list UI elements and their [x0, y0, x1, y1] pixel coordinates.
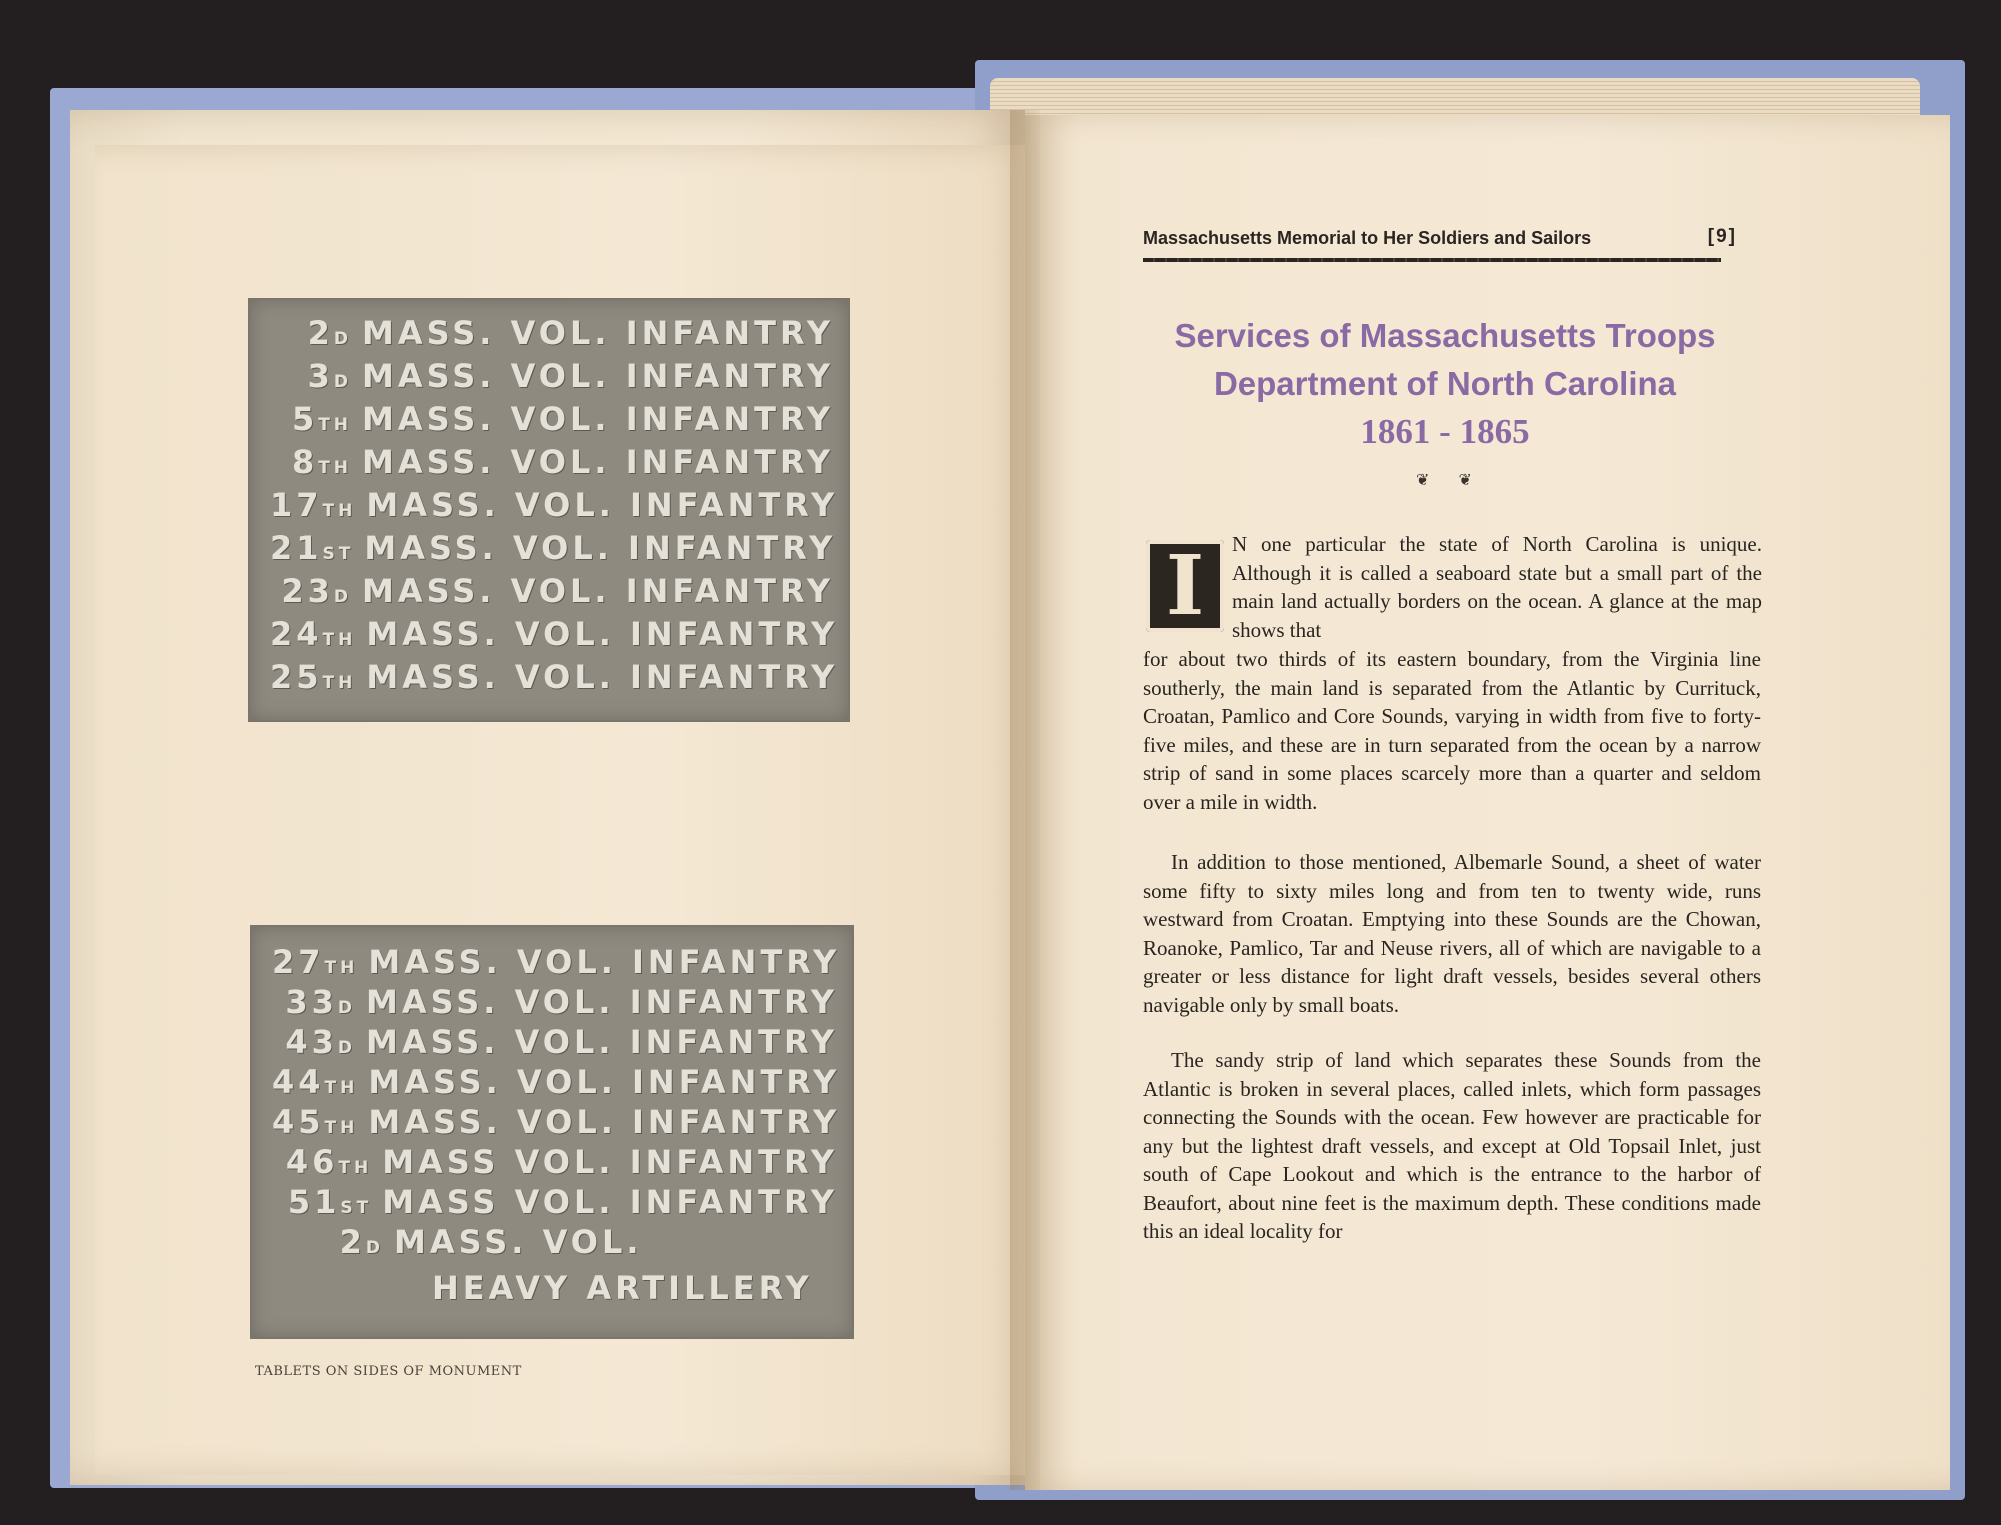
book-gutter	[1010, 110, 1040, 1490]
regiment-name: MASS. VOL. INFANTRY	[362, 572, 834, 610]
regiment-number: 2D	[307, 314, 353, 352]
tablet-photo-top	[248, 298, 850, 722]
tablet-row	[270, 527, 837, 569]
tablet-row	[270, 398, 834, 440]
regiment-name: MASS. VOL. INFANTRY	[366, 983, 838, 1021]
regiment-number: 2D	[339, 1223, 384, 1261]
ornament-icon: ❦ ❦	[1416, 470, 1484, 489]
regiment-number: 46TH	[285, 1143, 373, 1181]
regiment-name: MASS. VOL. INFANTRY	[362, 357, 834, 395]
regiment-name: HEAVY ARTILLERY	[432, 1269, 813, 1307]
paragraph-text: In addition to those mentioned, Albemarle Sound, a sheet of water some fifty to sixty miles long and from ten to twenty wide, runs westward from Croatan. Emptying into these Sounds are the Chowan, Roanoke, Pamlico, Tar and Neuse rivers, all of which are navigable to a greater or less distance for light draft vessels, besides several others navigable only by small boats.	[1143, 850, 1761, 1017]
tablet-row	[272, 1021, 838, 1063]
regiment-number: 3D	[307, 357, 353, 395]
regiment-name: MASS. VOL. INFANTRY	[364, 529, 837, 567]
figure-caption: TABLETS ON SIDES OF MONUMENT	[255, 1364, 522, 1379]
tablet-row	[272, 1221, 838, 1263]
running-head	[1143, 226, 1755, 256]
regiment-number: 51ST	[287, 1183, 373, 1221]
regiment-name: MASS. VOL. INFANTRY	[366, 1023, 838, 1061]
regiment-name: MASS VOL. INFANTRY	[382, 1143, 838, 1181]
regiment-number: 23D	[281, 572, 353, 610]
regiment-name: MASS. VOL. INFANTRY	[368, 1103, 841, 1141]
regiment-number: 24TH	[270, 615, 357, 653]
regiment-name: MASS. VOL.	[394, 1223, 643, 1261]
tablet-row	[272, 941, 841, 983]
regiment-name: MASS VOL. INFANTRY	[382, 1183, 838, 1221]
tablet-row	[270, 441, 834, 483]
regiment-number: 21ST	[270, 529, 355, 567]
regiment-number: 45TH	[272, 1103, 359, 1141]
paragraph-text: The sandy strip of land which separates these Sounds from the Atlantic is broken in several places, called inlets, which form passages connecting the Sounds with the ocean. Few however are practicable for any but the lightest draft vessels, and except at Old Topsail Inlet, just south of Cape Lookout and which is the entrance to the harbor of Beaufort, about nine feet is the maximum depth. These conditions made this an ideal locality for	[1143, 1048, 1761, 1243]
tablet-row	[272, 1181, 838, 1223]
regiment-name: MASS. VOL. INFANTRY	[362, 400, 834, 438]
drop-cap: I	[1146, 540, 1224, 632]
paragraph-text: N one particular the state of North Carolina is unique. Although it is called a seaboard state but a small part of the main land actually borders on the ocean. A glance at the map shows that	[1232, 532, 1762, 642]
heading-line: Services of Massachusetts Troops	[1174, 317, 1716, 354]
paragraph-1-rest	[1143, 645, 1761, 816]
paragraph-3	[1143, 1046, 1761, 1246]
regiment-number: 5TH	[291, 400, 353, 438]
tablet-row	[270, 355, 834, 397]
chapter-heading	[1130, 312, 1760, 456]
running-head-title: Massachusetts Memorial to Her Soldiers and Sailors	[1143, 228, 1592, 248]
regiment-name: MASS. VOL. INFANTRY	[366, 658, 839, 696]
tablet-row	[270, 570, 834, 612]
regiment-name: MASS. VOL. INFANTRY	[362, 443, 834, 481]
tablet-photo-bottom	[250, 925, 854, 1339]
heading-years: 1861 - 1865	[1360, 412, 1530, 451]
tablet-row	[270, 484, 839, 526]
regiment-name: MASS. VOL. INFANTRY	[366, 486, 839, 524]
tablet-row	[270, 656, 839, 698]
header-rule	[1143, 258, 1721, 262]
tablet-row	[270, 312, 834, 354]
regiment-name: MASS. VOL. INFANTRY	[366, 615, 839, 653]
regiment-number: 33D	[285, 983, 357, 1021]
tablet-row	[272, 1061, 841, 1103]
regiment-number: 8TH	[291, 443, 353, 481]
paragraph-text: for about two thirds of its eastern boundary, from the Virginia line southerly, the main land is separated from the Atlantic by Currituck, Croatan, Pamlico and Core Sounds, varying in width from five to forty-five miles, and these are in turn separated from the ocean by a narrow strip of sand in some places scarcely more than a quarter and seldom over a mile in width.	[1143, 647, 1761, 814]
regiment-number: 27TH	[272, 943, 359, 981]
regiment-name: MASS. VOL. INFANTRY	[362, 314, 834, 352]
regiment-name: MASS. VOL. INFANTRY	[368, 943, 841, 981]
paragraph-1-lead	[1232, 530, 1762, 644]
regiment-number: 17TH	[270, 486, 357, 524]
tablet-row	[432, 1267, 838, 1309]
regiment-number: 43D	[285, 1023, 357, 1061]
regiment-name: MASS. VOL. INFANTRY	[368, 1063, 841, 1101]
paragraph-2	[1143, 848, 1761, 1019]
tablet-row	[272, 1141, 838, 1183]
regiment-number: 44TH	[272, 1063, 359, 1101]
tablet-row	[272, 981, 838, 1023]
heading-line: Department of North Carolina	[1213, 365, 1677, 402]
tablet-row	[272, 1101, 841, 1143]
page-number: [9]	[1707, 226, 1737, 247]
tablet-row	[270, 613, 839, 655]
regiment-number: 25TH	[270, 658, 357, 696]
